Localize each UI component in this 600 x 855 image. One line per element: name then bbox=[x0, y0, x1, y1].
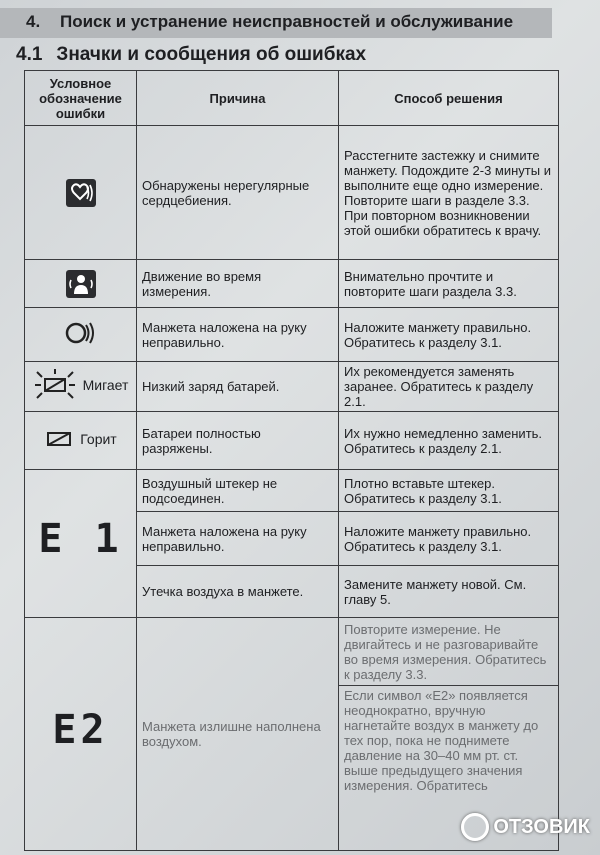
movement-icon bbox=[66, 270, 96, 298]
header-symbol: Условное обозначение ошибки bbox=[25, 71, 137, 126]
watermark bbox=[461, 813, 590, 841]
header-fix: Способ решения bbox=[339, 71, 559, 126]
subsection-number: 4.1 bbox=[16, 44, 43, 65]
battery-blinking-icon bbox=[33, 368, 77, 402]
fix-cell: Замените манжету новой. См. главу 5. bbox=[339, 566, 559, 618]
section-number: 4. bbox=[26, 12, 41, 31]
fix-cell: Внимательно прочтите и повторите шаги раздела 3.3. bbox=[339, 260, 559, 308]
cause-cell: Утечка воздуха в манжете. bbox=[137, 566, 339, 618]
error-code-e1: E 1 bbox=[38, 516, 123, 562]
watermark-text: ОТЗОВИК bbox=[493, 815, 590, 838]
table-row bbox=[25, 308, 559, 362]
symbol-cell bbox=[25, 308, 137, 362]
cause-cell: Манжета наложена на руку неправильно. bbox=[137, 308, 339, 362]
cause-cell: Обнаружены нерегулярные сердцебиения. bbox=[137, 126, 339, 260]
fix-cell: Наложите манжету правильно. Обратитесь к разделу 3.1. bbox=[339, 308, 559, 362]
symbol-cell bbox=[25, 362, 137, 412]
cause-cell: Низкий заряд батарей. bbox=[137, 362, 339, 412]
table-row bbox=[25, 470, 559, 512]
table-row bbox=[25, 618, 559, 686]
fix-cell: Повторите измерение. Не двигайтесь и не разговаривайте во время измерения. Обратитесь к разделу 3.3. bbox=[339, 618, 559, 686]
fix-cell: Их нужно немедленно заменить. Обратитесь к разделу 2.1. bbox=[339, 412, 559, 470]
table-row bbox=[25, 412, 559, 470]
battery-empty-icon bbox=[44, 428, 74, 450]
cause-cell: Движение во время измерения. bbox=[137, 260, 339, 308]
section-header-bar bbox=[0, 8, 552, 38]
fix-cell: Их рекомендуется заменять заранее. Обратитесь к разделу 2.1. bbox=[339, 362, 559, 412]
cause-cell: Манжета излишне наполнена воздухом. bbox=[137, 618, 339, 851]
fix-cell: Плотно вставьте штекер. Обратитесь к разделу 3.1. bbox=[339, 470, 559, 512]
symbol-cell bbox=[25, 618, 137, 851]
cause-cell: Воздушный штекер не подсоединен. bbox=[137, 470, 339, 512]
cuff-icon bbox=[64, 319, 98, 347]
fix-cell: Наложите манжету правильно. Обратитесь к разделу 3.1. bbox=[339, 512, 559, 566]
error-table bbox=[24, 70, 559, 851]
table-row bbox=[25, 260, 559, 308]
blinking-label: Мигает bbox=[82, 376, 129, 393]
table-row bbox=[25, 126, 559, 260]
subsection-title: Значки и сообщения об ошибках bbox=[56, 44, 367, 65]
symbol-cell bbox=[25, 412, 137, 470]
steady-label: Горит bbox=[80, 430, 117, 447]
table-row bbox=[25, 362, 559, 412]
table-header-row bbox=[25, 71, 559, 126]
symbol-cell bbox=[25, 260, 137, 308]
cause-cell: Манжета наложена на руку неправильно. bbox=[137, 512, 339, 566]
symbol-cell bbox=[25, 126, 137, 260]
irregular-heartbeat-icon bbox=[66, 179, 96, 207]
section-title: Поиск и устранение неисправностей и обслуживание bbox=[60, 12, 514, 31]
fix-cell: Если символ «E2» появляется неоднократно, вручную нагнетайте воздух в манжету до тех пор, пока не поднимете давление на 30–40 мм рт. ст. выше предыдущего значения измерения. Обратитесь bbox=[339, 686, 559, 851]
subsection-heading bbox=[16, 44, 366, 66]
cause-cell: Батареи полностью разряжены. bbox=[137, 412, 339, 470]
watermark-logo-icon bbox=[461, 813, 489, 841]
error-code-e2: E2 bbox=[52, 706, 109, 753]
fix-cell: Расстегните застежку и снимите манжету. Подождите 2-3 минуты и выполните еще одно измерение. Повторите шаги в разделе 3.3. При повторном возникновении этой ошибки обратитесь к врачу. bbox=[339, 126, 559, 260]
symbol-cell bbox=[25, 470, 137, 618]
header-cause: Причина bbox=[137, 71, 339, 126]
